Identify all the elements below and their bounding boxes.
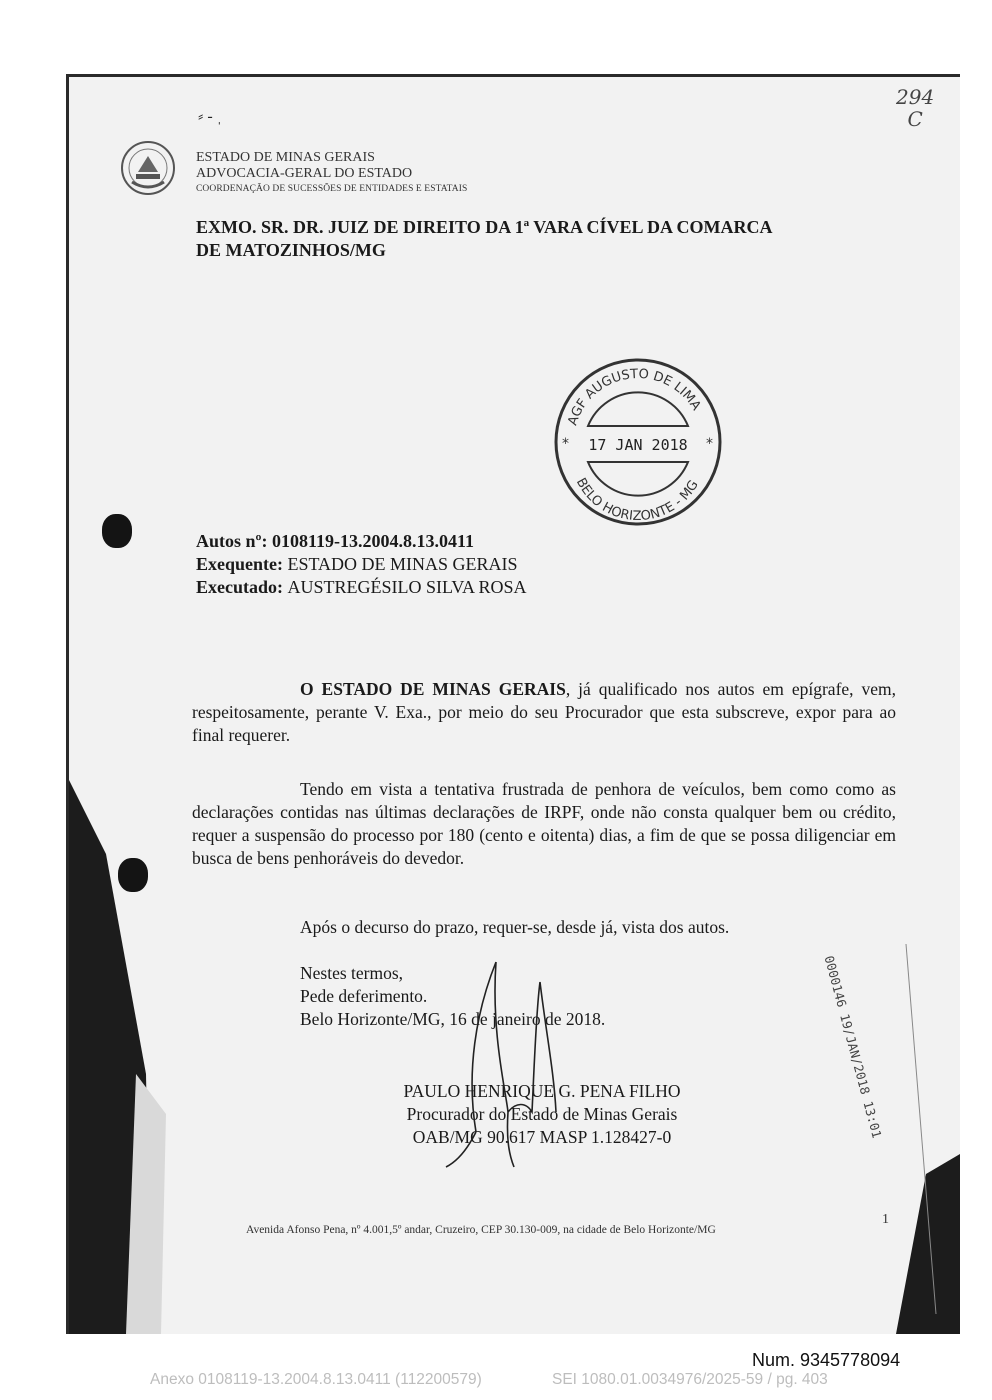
handwritten-mark: C	[907, 107, 923, 131]
autos-value: 0108119-13.2004.8.13.0411	[271, 531, 474, 551]
handwritten-signature	[436, 952, 586, 1172]
closing-line-1: Nestes termos,	[300, 963, 404, 983]
signatory-name: PAULO HENRIQUE G. PENA FILHO	[403, 1081, 681, 1101]
handwritten-number: 294	[896, 85, 935, 109]
stamp-date: 17 JAN 2018	[588, 436, 688, 454]
closing-line-3: Belo Horizonte/MG, 16 de janeiro de 2018.	[300, 1009, 606, 1029]
paragraph-2-text: Tendo em vista a tentativa frustrada de penhora de veículos, bem como como as declarações contidas nas últimas declarações de IRPF, onde não consta qualquer bem ou crédito, requer a suspensão do processo por 180 (cento e oitenta) dias, a fim de que se possa diligenciar em busca de bens penhoráveis do devedor.	[192, 779, 896, 868]
scanned-page	[66, 74, 960, 1334]
stamp-star-right: *	[706, 436, 713, 452]
addressee	[196, 216, 906, 262]
paragraph-1-rest: , já qualificado nos autos em epígrafe, vem, respeitosamente, perante V. Exa., por meio do seu Procurador que esta subscreve, expor para ao final requerer.	[192, 679, 896, 745]
executado-label: Executado:	[196, 577, 283, 597]
state-crest-icon	[118, 138, 178, 198]
executado-value: AUSTREGÉSILO SILVA ROSA	[287, 577, 527, 597]
watermark-annex: Anexo 0108119-13.2004.8.13.0411 (112200579)	[150, 1371, 482, 1388]
paragraph-1	[192, 678, 896, 747]
header-department: COORDENAÇÃO DE SUCESSÕES DE ENTIDADES E ESTATAIS	[196, 184, 468, 194]
stamp-star-left: *	[562, 436, 569, 452]
addressee-line-2: DE MATOZINHOS/MG	[196, 240, 386, 260]
stamp-top-text: AGF AUGUSTO DE LIMA	[565, 366, 704, 428]
page-number: 1	[882, 1212, 889, 1227]
signatory-role: Procurador do Estado de Minas Gerais	[406, 1104, 678, 1124]
header-agency: ADVOCACIA-GERAL DO ESTADO	[196, 166, 413, 181]
addressee-line-1: EXMO. SR. DR. JUIZ DE DIREITO DA 1ª VARA CÍVEL DA COMARCA	[196, 217, 773, 237]
watermark-sei: SEI 1080.01.0034976/2025-59 / pg. 403	[552, 1371, 828, 1388]
exequente-value: ESTADO DE MINAS GERAIS	[287, 554, 518, 574]
footer-address: Avenida Afonso Pena, nº 4.001,5º andar, Cruzeiro, CEP 30.130-009, na cidade de Belo Horizonte/MG	[246, 1224, 716, 1236]
punch-hole-top	[102, 514, 132, 548]
case-info	[196, 530, 527, 599]
protocol-number-stamp: 0000146 19/JAN/2018 13:01	[821, 954, 885, 1140]
punch-hole-bottom	[118, 858, 148, 892]
protocol-date-stamp	[552, 356, 724, 528]
case-exequente	[196, 553, 527, 576]
scan-top-border	[66, 74, 960, 77]
handwritten-folio	[896, 86, 934, 130]
document-num: Num. 9345778094	[752, 1350, 901, 1370]
case-autos	[196, 530, 527, 553]
paragraph-2	[192, 778, 896, 870]
paragraph-3: Após o decurso do prazo, requer-se, desde já, vista dos autos.	[300, 917, 730, 937]
stamp-bottom-text: BELO HORIZONTE - MG	[572, 475, 702, 525]
pen-marks: ⸗ - ˌ	[198, 108, 222, 125]
header-state: ESTADO DE MINAS GERAIS	[196, 150, 375, 165]
signatory-registration: OAB/MG 90.617 MASP 1.128427-0	[412, 1127, 672, 1147]
case-executado	[196, 576, 527, 599]
exequente-label: Exequente:	[196, 554, 283, 574]
closing-line-2: Pede deferimento.	[300, 986, 428, 1006]
scan-left-border	[66, 74, 69, 1334]
autos-label: Autos nº:	[196, 531, 268, 551]
paragraph-1-bold: O ESTADO DE MINAS GERAIS	[300, 679, 566, 699]
